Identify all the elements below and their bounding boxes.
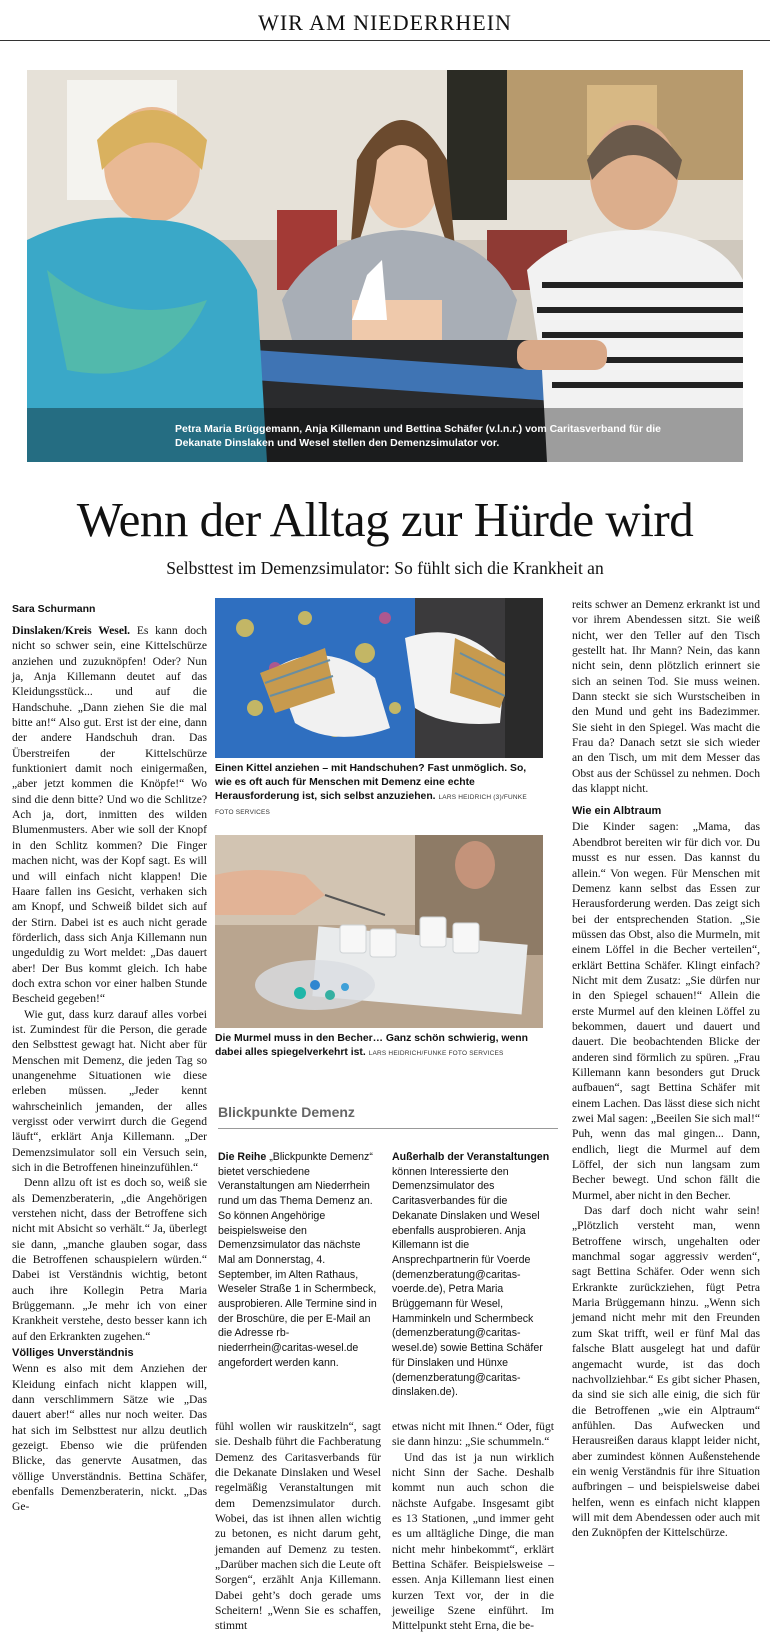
paragraph: Die Kinder sagen: „Mama, das Abendbrot bereiten wir für dich vor. Du musst es nur essen. Das kannst du allein.“ Von wegen. Für Menschen mit Demenz kann selbst das Essen zur Herausforderung werden. Das zeigt sich bei der entsprechenden Station. „Sie müssen das Obst, also die Murmeln, mit einem Löffel in die Becher verteilen“, erklärt Bettina Schäfer. Klingt einfach? Nicht mit dem Zusatz: „Sie dürfen nur in den Spiegel schauen!“ Allein die erste Murmel auf den kleinen Löffel zu bekommen, dauert und dauert und dauert. Die beobachtenden Blicke der anderen sind förmlich zu spüren. „Frau Killemann kann besonders gut Druck aufbauen“, sagt Bettina Schäfer mit einem Lachen. Das lässt diese sich nicht zwei Mal sagen: „Beeilen Sie sich mal!“ Puh, wenn das mal gingen... Dann, endlich, liegt die Murmel auf dem Löffel, der sich nun langsam zum Becher bewegt. Und schon fällt die Murmel, aber nicht in den Becher. [572, 820, 761, 1202]
paragraph: reits schwer an Demenz erkrankt ist und vor ihrem Abendessen sitzt. Sie weiß nicht, wer den Teller auf den Tisch gestellt hat. Ihr Mann? Nein, das kann nicht sein, denn plötzlich erinnert sie sich an seinen Tod. Sie muss weinen. Dann steckt sie sich Wurstscheiben in den Mund und geht ins Badezimmer. Sie sieht in den Spiegel. Was macht die Frau da? Danach setzt sie sich wieder an den Tisch, um mit dem Messer das Obst aus der Schüssel zu nehmen. Doch das klappt nicht. [572, 598, 760, 796]
top-photo-caption: Petra Maria Brüggemann, Anja Killemann und Bettina Schäfer (v.l.n.r.) vom Caritasverband für die Dekanate Dinslaken und Wesel stellen den Demenzsimulator vor. [175, 423, 662, 449]
article-column-1 [12, 602, 207, 1598]
caption-text: Die Murmel muss in den Becher… Ganz schön schwierig, wenn dabei alles spiegelverkehrt ist. [215, 1033, 528, 1058]
infobox-right [392, 1150, 552, 1399]
dateline: Dinslaken/Kreis Wesel. [12, 624, 131, 637]
marbles-photo [215, 835, 543, 1028]
headline: Wenn der Alltag zur Hürde wird [76, 492, 694, 547]
infobox-left-text: „Blickpunkte Demenz“ bietet verschiedene Veranstaltungen am Niederrhein rund um das Thema Demenz an. So können Angehörige beispielsweise den Demenzsimulator das nächste Mal am Donnerstag, 4. September, im Alten Rathaus, Weseler Straße 1 in Schermbeck, ausprobieren. Alle Termine sind in der Broschüre, die per E-Mail an die Adresse rb-niederrhein@caritas-wesel.de angefordert werden kann. [218, 1151, 377, 1369]
paragraph: Wie gut, dass kurz darauf alles vorbei ist. Zumindest für die Person, die gerade den Selbsttest gewagt hat. Nicht aber für Menschen mit Demenz, die jeden Tag so unangenehme Situationen wie diese erleben müssen. „Jeder kennt wahrscheinlich jemanden, der alles vergisst oder verwirrt durch die Gegend läuft“, erklärt Anja Killemann. „Der Demenzsimulator soll ein Versuch sein, sich in die Betroffenen hineinzufühlen.“ [12, 1007, 207, 1175]
photo-credit: LARS HEIDRICH/FUNKE FOTO SERVICES [368, 1050, 504, 1057]
paragraph: Das darf doch nicht wahr sein! „Plötzlich versteht man, wenn Betroffene wirsch, ungehalten oder manchmal sogar aggressiv werden“, sagt Bettina Schäfer. Oder wenn sich Erkrankte zurückziehen, fügt Petra Maria Brüggemann hinzu. „Wenn sich jemand nicht mehr mit den Freunden zum Skat trifft, weil er fünf Mal das falsche Blatt ausgelegt hat und dafür angemacht wurde, ist das doch nachvollziehbar.“ Es gibt sicher Phasen, da sind sie sich alle einig, die sich für die Betroffenen „wie ein Alptraum“ anfühlen. Das Aufwecken und Herausreißen daraus klappt leider nicht, aber zumindest können Außenstehende ein wenig Verständnis für ihre Situation aufbringen – und beispielsweise dabei helfen, wenn es einfach nicht klappen will mit dem Abendessen oder auch mit den Zuknöpfen der Kittelschürze. [572, 1204, 760, 1540]
infobox-left [218, 1150, 378, 1380]
infobox-right-text: können Interessierte den Demenzsimulator des Caritasverbandes für die Dekanate Dinslaken und Wesel ebenfalls ausprobieren. Anja Killemann ist die Ansprechpartnerin für Voerde (demenzberatung@caritas-voerde.de), Petra Maria Brüggemann für Wesel, Hamminkeln und Schermbeck (demenzberatung@caritas-wesel.de) sowie Bettina Schäfer für Dinslaken und Hünxe (demenzberatung@caritas-dinslaken.de). [392, 1165, 543, 1399]
infobox-left-lead: Die Reihe [218, 1151, 267, 1163]
paragraph: Es kann doch nicht so schwer sein, eine Kittelschürze anziehen und zuzuknöpfen! Oder? Nun ja, Anja Killemann deutet auf das Kleidungsstück... und auf die Handschuhe. „Dann ziehen Sie die mal bitte an!“ Also gut. Erst ist der eine, dann der andere Handschuh dran. Das Überstreifen der Kittelschürze funktioniert damit noch einigermaßen, „aber jetzt kommen die Knöpfe!“ Wo sind die denn bitte? Und wo die Schlitze? Ach ja, dort, inmitten des wilden Blumenmusters. Aber wie soll der Knopf in den Schlitz kommen? Die Finger machen nicht, was der Kopf sagt. Es will und will einfach nicht klappen! Die Haare fallen ins Gesicht, verhaken sich am Knopf, und Schweiß bildet sich auf der Stirn. Dabei ist es auch nicht gerade förderlich, dass sich Anja Killemann nun ungeduldig zu Wort meldet: „Das dauert aber! Der Bus kommt gleich. Ich habe doch extra schon vor einer halben Stunde Bescheid gegeben!“ [12, 624, 208, 1006]
article-column-2 [215, 1419, 381, 1633]
paragraph: Und das ist ja nun wirklich nicht Sinn der Sache. Deshalb kommt nun auch schon die nächste Aufgabe. Insgesamt gibt es 13 Stationen, „und immer geht es um alltägliche Dinge, die man nicht mehr hinbekommt“, erklärt Bettina Schäfer. Beispielsweise – essen. Anja Killemann liest einen kurzen Text vor, der in die jeweilige Szene einführt. Im Mittelpunkt steht Erna, die be- [392, 1450, 554, 1633]
top-photo [27, 70, 743, 462]
paragraph: fühl wollen wir rauskitzeln“, sagt sie. Deshalb führt die Fachberatung Demenz des Caritasverbands für die Dekanate Dinslaken und Wesel regelmäßig Veranstaltungen mit dem Demenzsimulator durch. Wobei, das ist ihnen allen wichtig zu betonen, es nicht darum geht, jemanden auf Demenz zu testen. „Darüber machen sich die Leute oft Sorgen“, erzählt Anja Killemann. Dabei geht’s doch gerade ums Scheitern! „Wenn Sie es schaffen, stimmt [215, 1420, 381, 1633]
gloves-photo [215, 598, 543, 758]
infobox-right-lead: Außerhalb der Veranstaltungen [392, 1151, 550, 1163]
caption-text: Einen Kittel anziehen – mit Handschuhen? Fast unmöglich. So, wie es oft auch für Menschen mit Demenz eine echte Herausforderung ist, sich selbst anzuziehen. [215, 763, 527, 802]
gloves-caption [215, 762, 543, 820]
marbles-caption [215, 1032, 543, 1061]
section-title: WIR AM NIEDERRHEIN [0, 0, 770, 41]
paragraph: Denn allzu oft ist es doch so, weiß sie als Demenzberaterin, „die Angehörigen verstehen nicht, dass der Betroffene sich nicht mit Absicht so verhält.“ Ja, überlegt sie dann, „manche glauben sogar, dass die Betroffenen schauspielern würden.“ Dabei ist Verständnis wichtig, betont auch ihre Kollegin Petra Maria Brüggemann. „Je mehr ich von einer Krankheit verstehe, desto besser kann ich auf den Erkrankten zugehen.“ [12, 1176, 207, 1343]
article-column-4 [572, 597, 760, 1597]
subheading: Völliges Unverständnis [12, 1347, 134, 1360]
subheading: Wie ein Albtraum [572, 805, 662, 818]
paragraph: etwas nicht mit Ihnen.“ Oder, fügt sie dann hinzu: „Sie schummeln.“ [392, 1420, 554, 1449]
author: Sara Schurmann [12, 603, 96, 615]
paragraph: Wenn es also mit dem Anziehen der Kleidung einfach nicht klappen will, dann verschlimmern Sätze wie „Das dauert aber!“ alles nur noch weiter. Das hat sich im Selbsttest nur allzu deutlich gezeigt. Ebenso wie die prüfenden Blicke, das genervte Ausatmen, das völlige Unverständnis. Bettina Schäfer, ebenfalls Demenzberaterin, nickt. „Das Ge- [12, 1362, 207, 1514]
photo-credit: LARS HEIDRICH (3)/FUNKE FOTO SERVICES [215, 794, 527, 816]
subheadline: Selbsttest im Demenzsimulator: So fühlt sich die Krankheit an [166, 558, 604, 578]
infobox-title: Blickpunkte Demenz [218, 1104, 558, 1129]
article-column-3 [392, 1419, 554, 1633]
